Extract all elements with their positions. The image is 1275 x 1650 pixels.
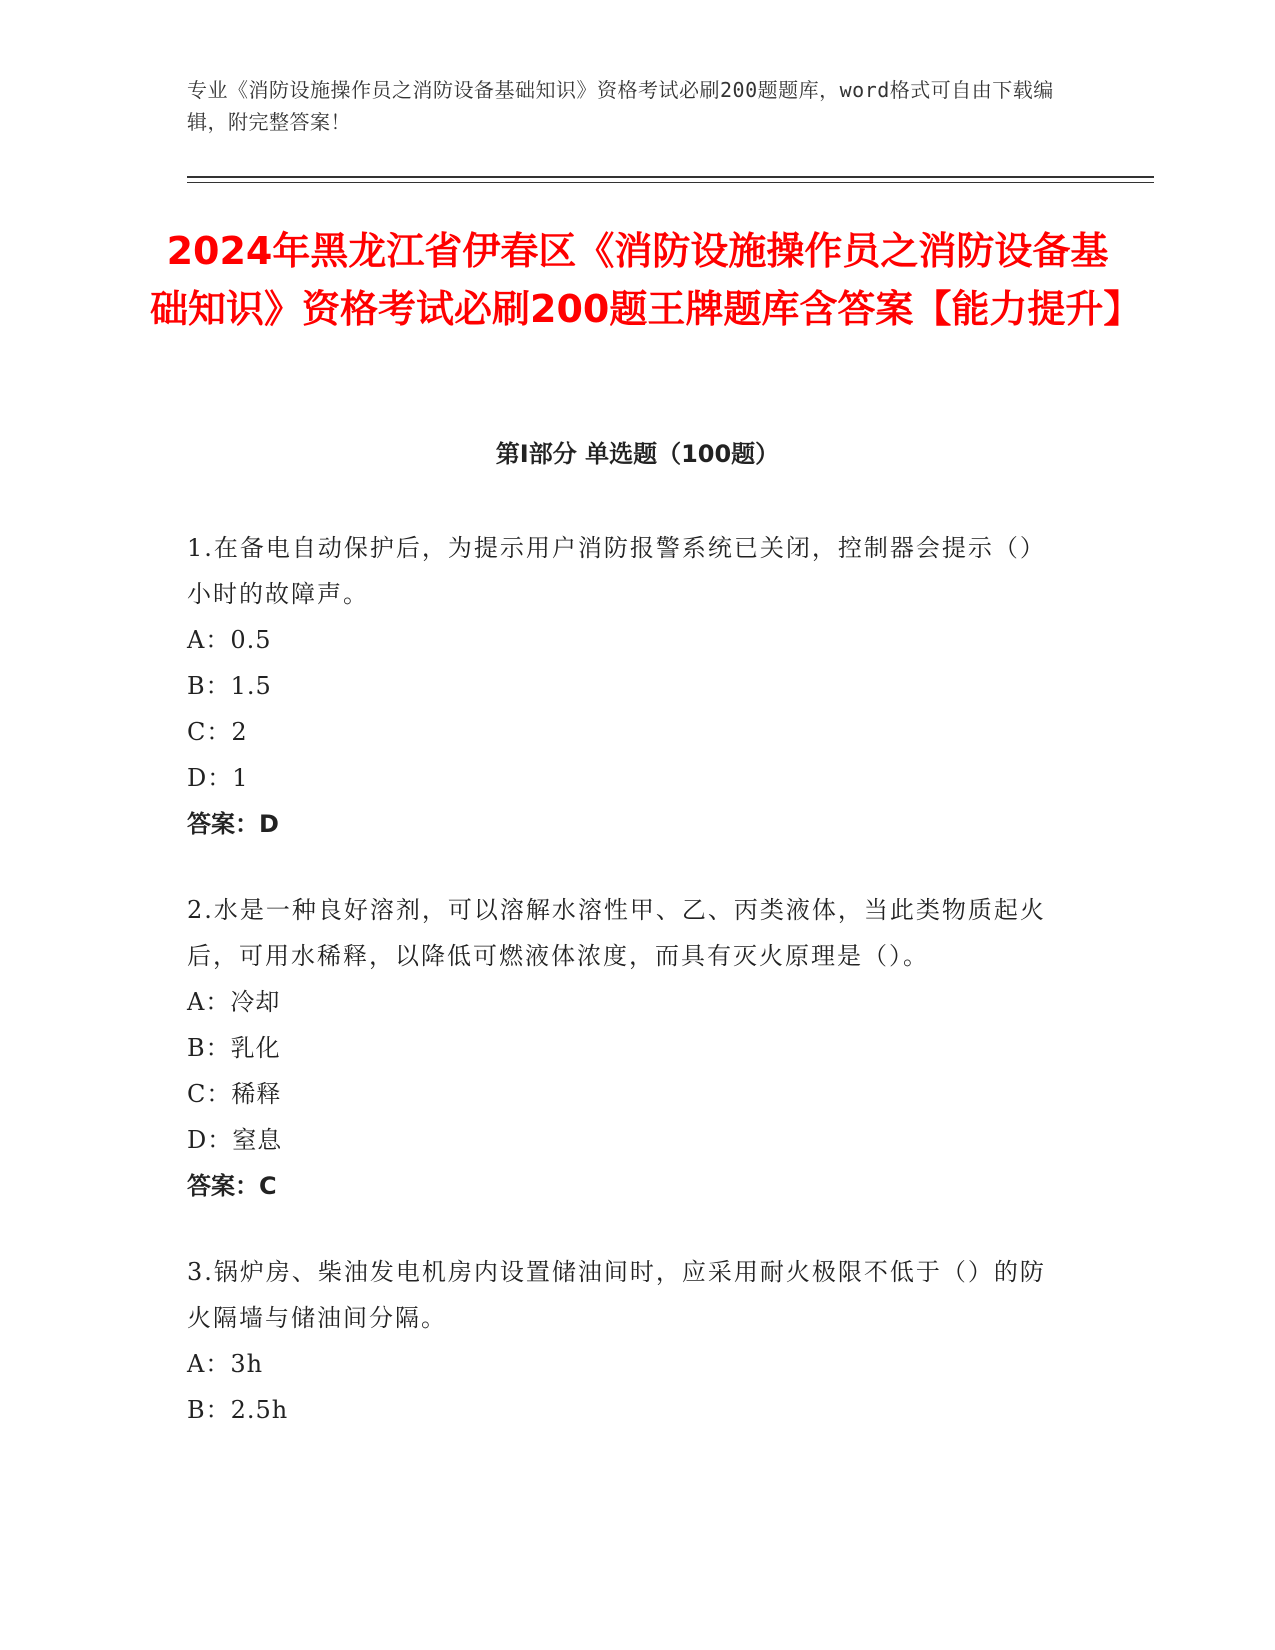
option-b: B：乳化	[187, 1034, 281, 1062]
question-stem: 2.水是一种良好溶剂，可以溶解水溶性甲、乙、丙类液体，当此类物质起火后，可用水稀释，以降低可燃液体浓度，而具有灭火原理是（）。	[187, 896, 1046, 970]
question-stem: 1.在备电自动保护后，为提示用户消防报警系统已关闭，控制器会提示（）小时的故障声。	[187, 534, 1046, 608]
question-1	[187, 525, 1067, 847]
question-2	[187, 887, 1067, 1209]
option-b: B：1.5	[187, 672, 272, 700]
option-d: D：1	[187, 764, 249, 792]
option-b: B：2.5h	[187, 1396, 289, 1424]
option-a: A：冷却	[187, 988, 281, 1016]
question-list	[187, 525, 1067, 1473]
question-stem: 3.锅炉房、柴油发电机房内设置储油间时，应采用耐火极限不低于（）的防火隔墙与储油间分隔。	[187, 1258, 1046, 1332]
option-a: A：3h	[187, 1350, 264, 1378]
option-d: D：窒息	[187, 1126, 283, 1154]
question-3	[187, 1249, 1067, 1433]
header-divider-thin	[187, 182, 1154, 183]
answer: 答案：C	[187, 1172, 277, 1200]
section-title: 第Ⅰ部分 单选题（100题）	[495, 440, 780, 468]
header-note: 专业《消防设施操作员之消防设备基础知识》资格考试必刷200题题库，word格式可自由下载编辑，附完整答案！	[187, 78, 1054, 134]
option-a: A：0.5	[187, 626, 272, 654]
answer: 答案：D	[187, 810, 279, 838]
document-title: 2024年黑龙江省伊春区《消防设施操作员之消防设备基础知识》资格考试必刷200题王牌题库含答案【能力提升】	[150, 229, 1142, 331]
option-c: C：2	[187, 718, 248, 746]
header-divider-thick	[187, 176, 1154, 178]
option-c: C：稀释	[187, 1080, 282, 1108]
